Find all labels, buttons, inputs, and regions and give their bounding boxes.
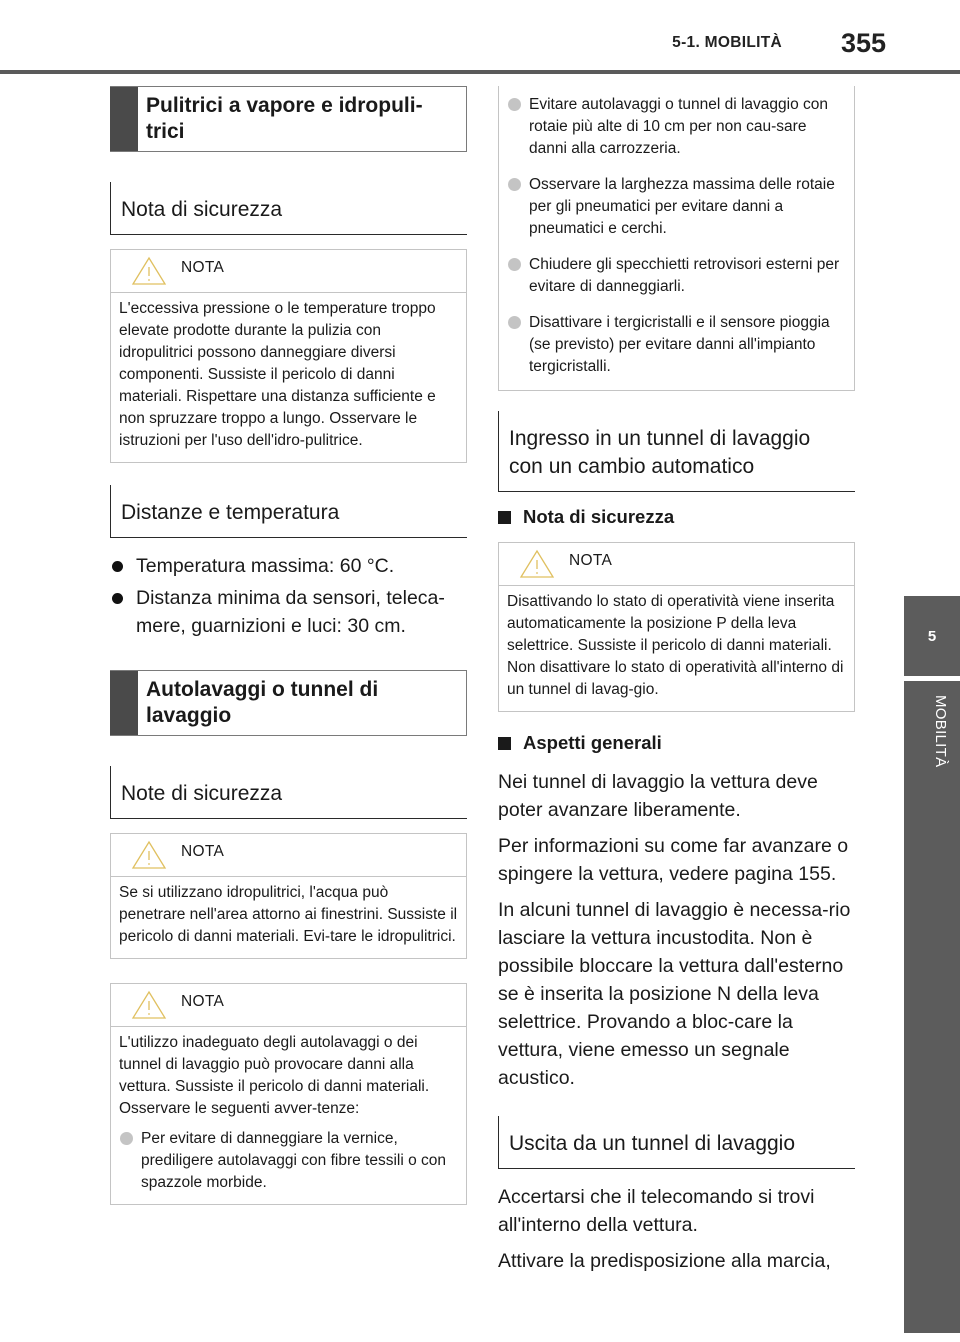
square-bullet-icon [498, 511, 511, 524]
subheading-safety-notes: Note di sicurezza [110, 766, 467, 819]
body-paragraph: In alcuni tunnel di lavaggio è necessa-rio lasciare la vettura incustodita. Non è possibile bloccare la vettura dall'esterno se è inserita la posizione N della leva selettrice. Provando a bloc-care la vettura, viene emesso un segnale acustico. [498, 899, 851, 1089]
subheading-tunnel-exit: Uscita da un tunnel di lavaggio [498, 1116, 855, 1169]
header-rule [0, 70, 960, 74]
list-item [110, 584, 467, 640]
chapter-number: 5 [927, 627, 937, 645]
body-paragraph: Per informazioni su come far avanzare o spingere la vettura, vedere pagina 155. [498, 835, 849, 885]
notice-content [499, 86, 854, 390]
list-item [119, 1128, 458, 1194]
header-section-title: 5-1. MOBILITÀ [672, 34, 782, 51]
list-item [507, 254, 846, 298]
notice-list [119, 1128, 458, 1194]
list-item [507, 174, 846, 240]
notice-header [111, 834, 466, 877]
notice-text: Disattivando lo stato di operatività viene inserita automaticamente la posizione P della leva selettrice. Sussiste il pericolo di danni materiali. Non disattivare lo stato di operatività all'interno di un tunnel di lavag-gio. [507, 593, 844, 698]
subheading-tunnel-entry: Ingresso in un tunnel di lavaggio con un cambio automatico [498, 411, 855, 492]
bullet-dot-icon [120, 1132, 133, 1145]
notice-header [111, 250, 466, 293]
bullet-dot-icon [508, 98, 521, 111]
notice-label: NOTA [181, 843, 225, 860]
list-item-text: Osservare la larghezza massima delle rotaie per gli pneumatici per evitare danni a pneumatici e cerchi. [529, 176, 835, 237]
bullet-dot-icon [508, 316, 521, 329]
notice-label: NOTA [569, 552, 613, 569]
warning-triangle-icon [131, 989, 167, 1021]
section-heading-bar [110, 87, 138, 151]
right-column [498, 86, 855, 1283]
body-paragraph: Attivare la predisposizione alla marcia, [498, 1250, 831, 1272]
bullet-list [110, 552, 467, 640]
notice-content [111, 1027, 466, 1204]
section-heading-steam [110, 86, 467, 152]
chapter-label: MOBILITÀ [932, 695, 949, 768]
notice-box-continued [498, 86, 855, 391]
paragraph-heading-text: Aspetti generali [523, 732, 662, 753]
subheading-distances: Distanze e temperatura [110, 485, 467, 538]
notice-box [110, 833, 467, 959]
paragraph-heading [498, 506, 855, 528]
notice-text: L'eccessiva pressione o le temperature troppo elevate prodotte durante la pulizia con idropulitrici possono danneggiare diversi componenti. Sussiste il pericolo di danni materiali. Rispettare una distanza sufficiente e non spruzzare troppo a lungo. Osservare le istruzioni per l'uso dell'idro-pulitrice. [119, 300, 436, 449]
list-item [110, 552, 467, 580]
notice-header [111, 984, 466, 1027]
notice-box [110, 249, 467, 463]
bullet-icon [112, 593, 123, 604]
section-title: Autolavaggi o tunnel di lavaggio [146, 678, 379, 727]
chapter-tab-number[interactable] [904, 596, 960, 676]
paragraph-heading [498, 732, 855, 754]
notice-text: Se si utilizzano idropulitrici, l'acqua può penetrare nell'area attorno ai finestrini. Sussiste il pericolo di danni materiali. Evi-tare le idropulitrici. [119, 884, 458, 945]
bullet-icon [112, 561, 123, 572]
list-item-text: Per evitare di danneggiare la vernice, prediligere autolavaggi con fibre tessili o con spazzole morbide. [141, 1130, 447, 1191]
section-title: Pulitrici a vapore e idropuli-trici [146, 94, 423, 143]
section-heading-bar [110, 671, 138, 735]
bullet-dot-icon [508, 258, 521, 271]
list-item [507, 312, 846, 378]
warning-triangle-icon [131, 255, 167, 287]
notice-text: L'utilizzo inadeguato degli autolavaggi o dei tunnel di lavaggio può provocare danni alla vettura. Sussiste il pericolo di danni materiali. Osservare le seguenti avver-tenze: [119, 1034, 430, 1117]
list-item [507, 94, 846, 160]
notice-label: NOTA [181, 259, 225, 276]
notice-header [499, 543, 854, 586]
body-paragraph: Accertarsi che il telecomando si trovi all'interno della vettura. [498, 1186, 815, 1236]
page-number: 355 [840, 28, 886, 58]
chapter-tab-label[interactable] [904, 681, 960, 1333]
warning-triangle-icon [131, 839, 167, 871]
list-item-text: Evitare autolavaggi o tunnel di lavaggio con rotaie più alte di 10 cm per non cau-sare danni alla carrozzeria. [529, 96, 829, 157]
square-bullet-icon [498, 737, 511, 750]
list-item-text: Distanza minima da sensori, teleca-mere, guarnizioni e luci: 30 cm. [136, 587, 445, 637]
left-column [110, 86, 467, 1225]
notice-list [507, 94, 846, 378]
bullet-dot-icon [508, 178, 521, 191]
notice-box [110, 983, 467, 1205]
body-paragraph: Nei tunnel di lavaggio la vettura deve poter avanzare liberamente. [498, 771, 818, 821]
paragraph-heading-text: Nota di sicurezza [523, 506, 675, 527]
notice-box [498, 542, 855, 712]
section-heading-car-wash [110, 670, 467, 736]
notice-label: NOTA [181, 993, 225, 1010]
list-item-text: Chiudere gli specchietti retrovisori esterni per evitare di danneggiarli. [529, 256, 840, 295]
list-item-text: Disattivare i tergicristalli e il sensore pioggia (se previsto) per evitare danni all'impianto tergicristalli. [529, 314, 830, 375]
warning-triangle-icon [519, 548, 555, 580]
list-item-text: Temperatura massima: 60 °C. [136, 555, 395, 577]
subheading-safety-note: Nota di sicurezza [110, 182, 467, 235]
